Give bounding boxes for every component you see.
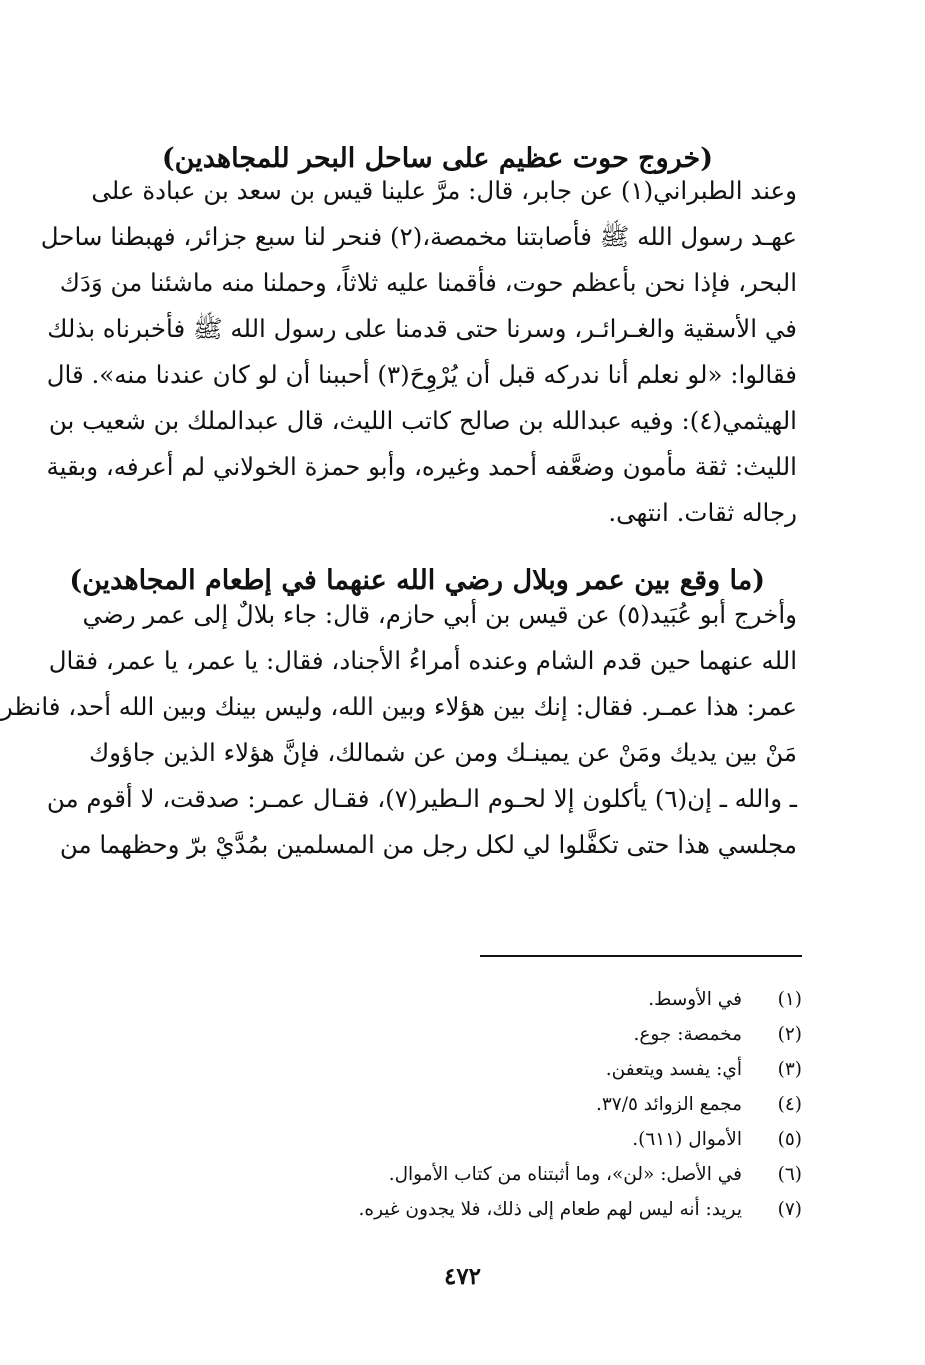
footnote-number: (٧) (777, 1199, 802, 1220)
footnote-number: (١) (777, 989, 802, 1010)
text-line: الليث: ثقة مأمون وضعَّفه أحمد وغيره، وأبو حمزة الخولاني لم أعرفه، وبقية (46, 452, 797, 481)
footnote-number: (٦) (777, 1164, 802, 1185)
footnote-text: في الأصل: «لن»، وما أثبتناه من كتاب الأموال. (388, 1164, 742, 1185)
text-line: الله عنهما حين قدم الشام وعنده أمراءُ الأجناد، فقال: يا عمر، يا عمر، فقال (48, 646, 797, 675)
text-line: في الأسقية والغـرائـر، وسرنا حتى قدمنا على رسول الله ﷺ فأخبرناه بذلك (47, 314, 797, 343)
footnote-text: مخمصة: جوع. (633, 1024, 742, 1045)
footnote-item (242, 982, 802, 1017)
text-line: رجاله ثقات. انتهى. (608, 498, 797, 527)
text-line: عهـد رسول الله ﷺ فأصابتنا مخمصة،(٢) فنحر لنا سبع جزائر، فهبطنا ساحل (40, 222, 797, 251)
footnote-text: يريد: أنه ليس لهم طعام إلى ذلك، فلا يجدون غيره. (358, 1199, 742, 1220)
text-line: مَنْ بين يديك ومَنْ عن يمينـك ومن عن شمالك، فإنَّ هؤلاء الذين جاؤوك (88, 738, 797, 767)
text-line: البحر، فإذا نحن بأعظم حوت، فأقمنا عليه ثلاثاً، وحملنا منه ماشئنا من وَدَك (59, 268, 797, 297)
footnote-item (242, 1122, 802, 1157)
paragraph-umar-bilal-narration (0, 592, 797, 868)
page-number: ٤٧٢ (443, 1263, 482, 1290)
footnote-number: (٣) (777, 1059, 802, 1080)
section-heading-whale: (خروج حوت عظيم على ساحل البحر للمجاهدين) (161, 143, 713, 175)
footnote-number: (٤) (777, 1094, 802, 1115)
footnote-text: في الأوسط. (648, 989, 742, 1010)
footnote-item (242, 1087, 802, 1122)
footnote-number: (٢) (777, 1024, 802, 1045)
text-line: ـ والله ـ إن(٦) يأكلون إلا لحـوم الـطير(٧)، فقـال عمـر: صدقت، لا أقوم من (46, 784, 797, 813)
text-line: عمر: هذا عمـر. فقال: إنك بين هؤلاء وبين الله، وليس بينك وبين الله أحد، فانظر (0, 692, 797, 721)
footnote-text: أي: يفسد ويتعفن. (605, 1059, 742, 1080)
footnote-item (242, 1017, 802, 1052)
footnotes-list (242, 982, 802, 1227)
text-line: وعند الطبراني(١) عن جابر، قال: مرَّ علينا قيس بن سعد بن عبادة على (91, 176, 797, 205)
footnote-text: الأموال (٦١١). (632, 1129, 742, 1150)
footnote-item (242, 1052, 802, 1087)
footnote-item (242, 1192, 802, 1227)
text-line: الهيثمي(٤): وفيه عبدالله بن صالح كاتب الليث، قال عبدالملك بن شعيب بن (48, 406, 797, 435)
text-line: مجلسي هذا حتى تكفَّلوا لي لكل رجل من المسلمين بمُدَّيْ برّ وحظهما من (59, 830, 797, 859)
text-line: وأخرج أبو عُبَيد(٥) عن قيس بن أبي حازم، قال: جاء بلالٌ إلى عمر رضي (82, 600, 797, 629)
footnote-text: مجمع الزوائد ٣٧/٥. (595, 1094, 742, 1115)
footnote-item (242, 1157, 802, 1192)
section-heading-umar-bilal: (ما وقع بين عمر وبلال رضي الله عنهما في إطعام المجاهدين) (69, 565, 765, 597)
text-line: فقالوا: «لو نعلم أنا ندركه قبل أن يُرْوِحَ(٣) أحببنا أن لو كان عندنا منه». قال (46, 360, 797, 389)
footnote-number: (٥) (777, 1129, 802, 1150)
paragraph-whale-narration (40, 168, 797, 536)
footnote-separator (480, 955, 802, 957)
